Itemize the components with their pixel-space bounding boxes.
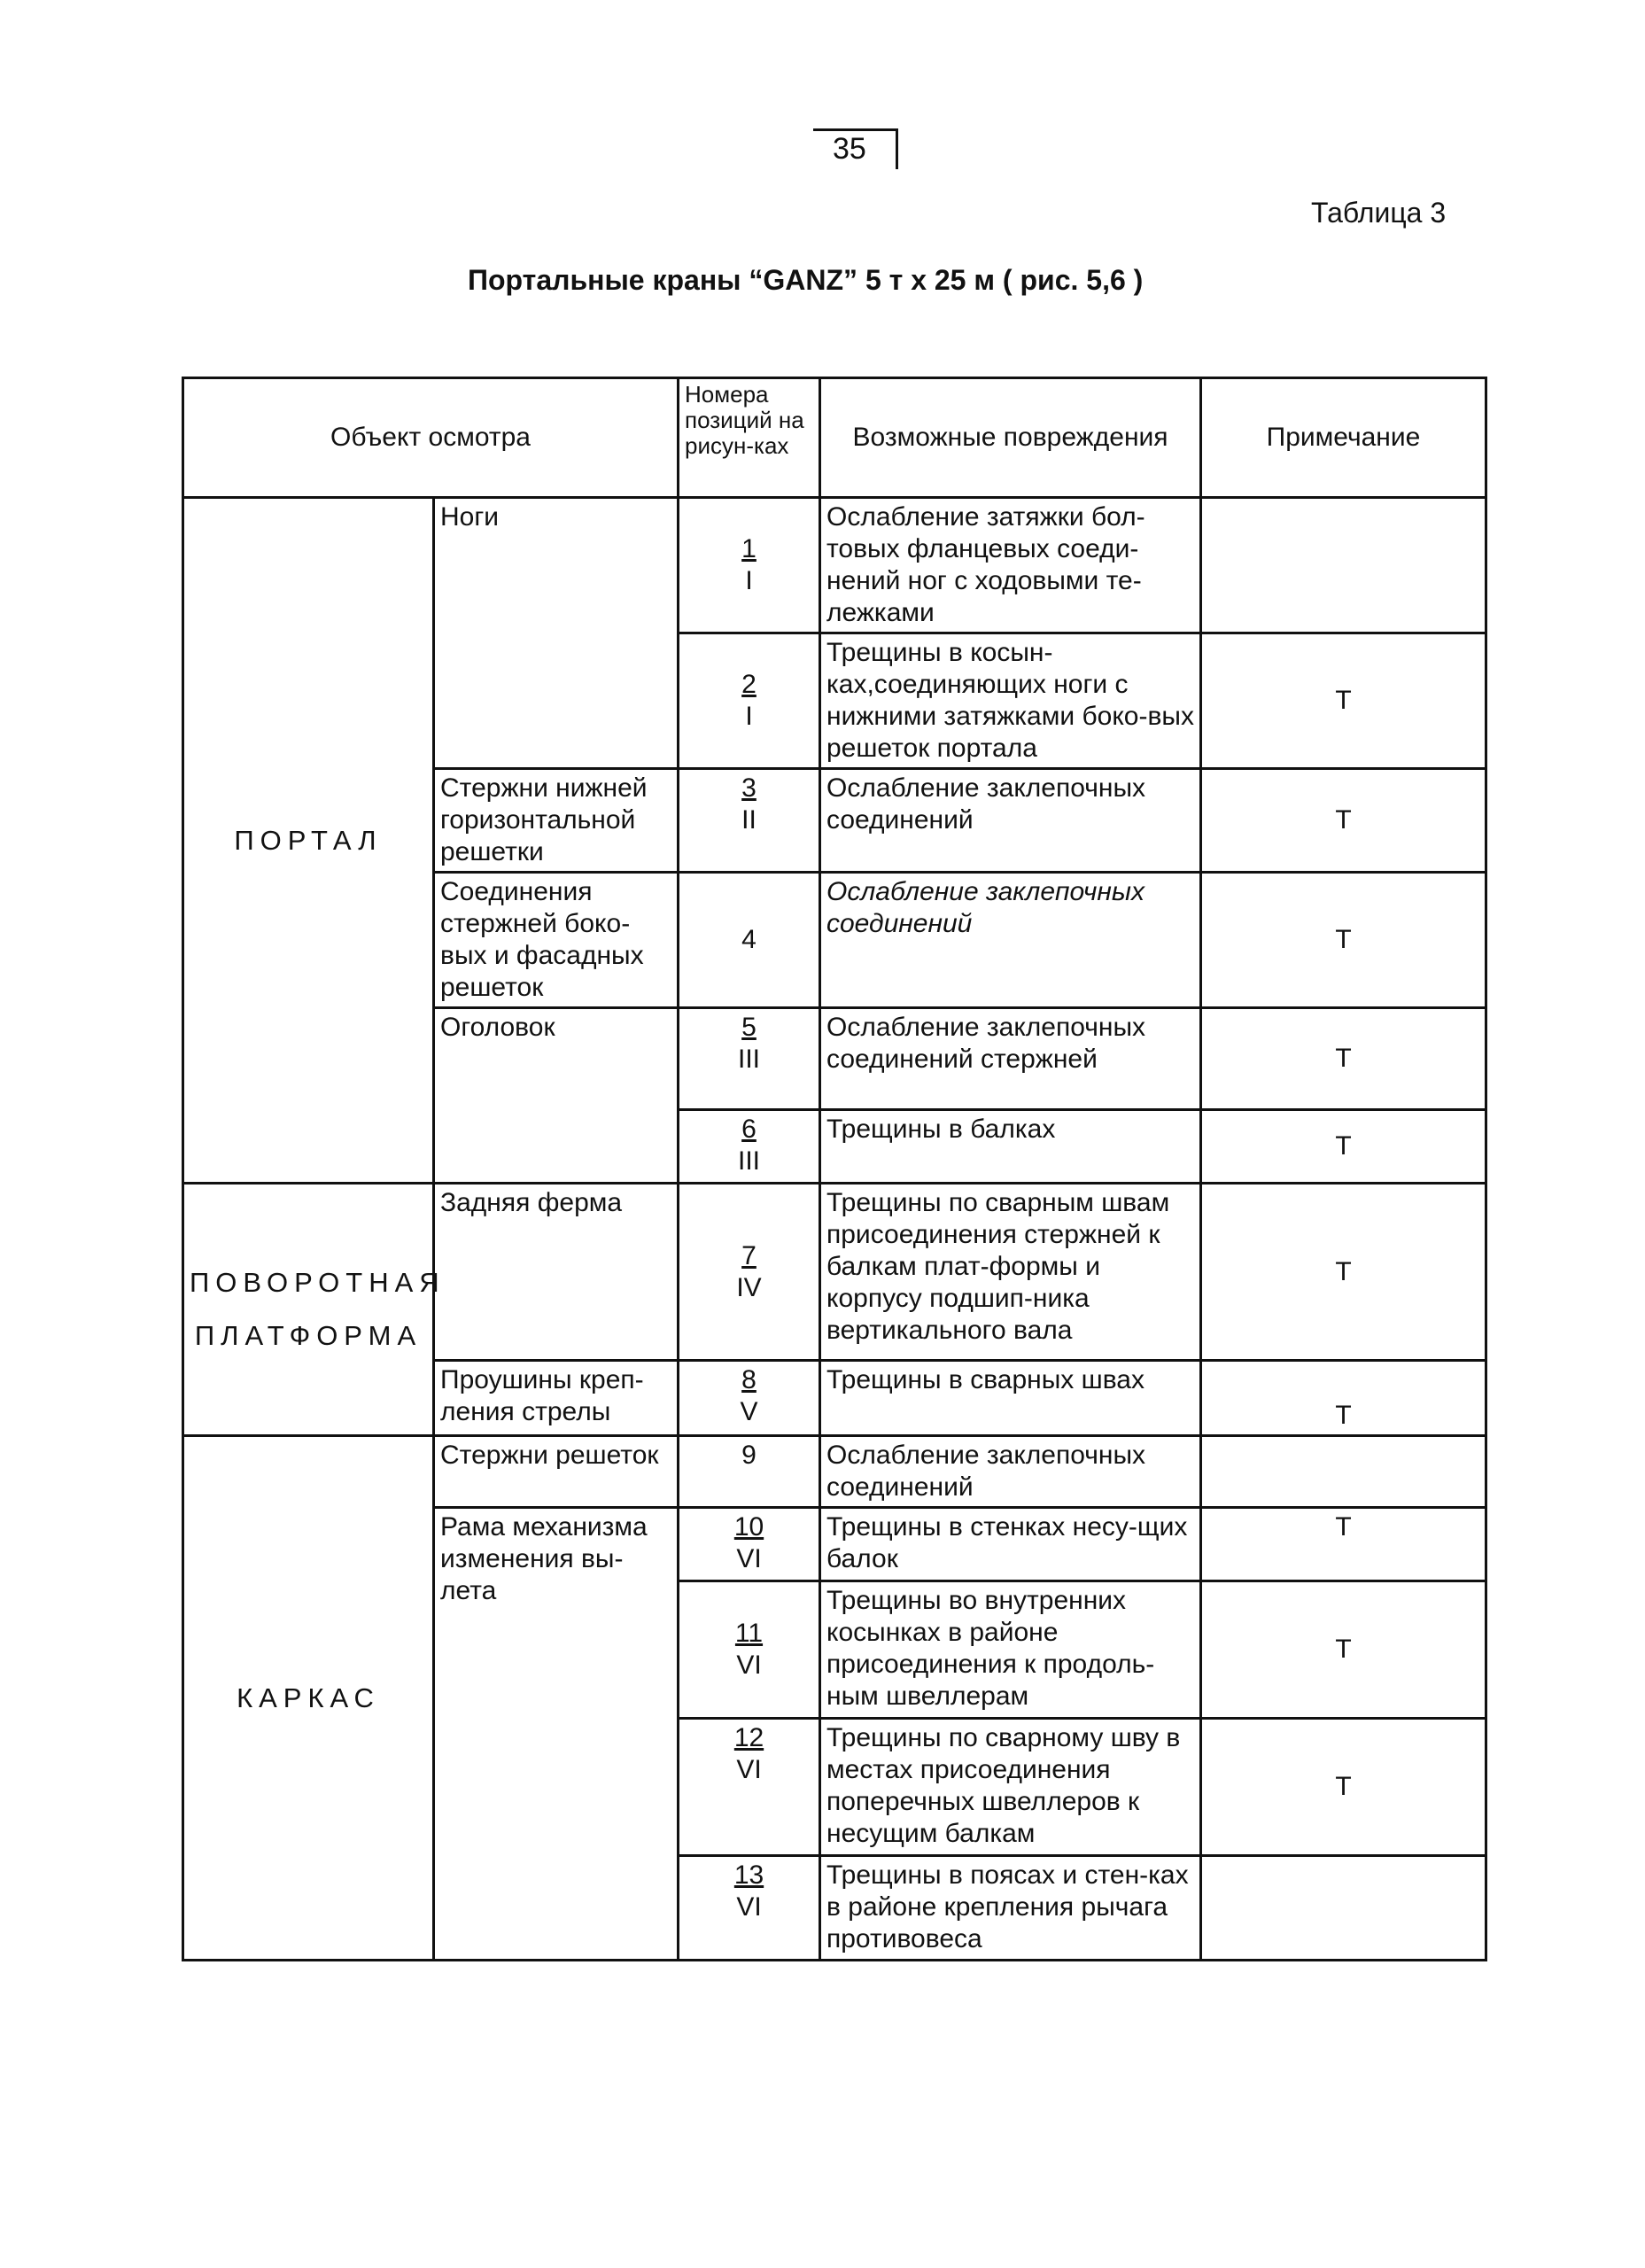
note-cell: Т (1201, 633, 1486, 769)
position-number: 11 (734, 1619, 764, 1648)
position-number: 5 (741, 1013, 757, 1042)
damage-cell: Трещины в сварных швах (820, 1361, 1201, 1436)
position-number: 12 (733, 1723, 764, 1752)
position-cell (679, 1856, 820, 1961)
object-lattice-bars: Стержни решеток (434, 1436, 679, 1508)
group-portal: ПОРТАЛ (183, 498, 434, 1184)
position-cell (679, 1008, 820, 1110)
position-cell (679, 1719, 820, 1856)
group-frame: КАРКАС (183, 1436, 434, 1961)
position-number: 8 (741, 1365, 757, 1394)
object-legs: Ноги (434, 498, 679, 769)
position-number: 9 (741, 1441, 757, 1470)
damage-cell: Ослабление заклепочных соединений (820, 769, 1201, 873)
note-cell: Т (1201, 1110, 1486, 1184)
object-reach-frame: Рама механизма изменения вы-лета (434, 1508, 679, 1961)
position-number: 10 (733, 1512, 764, 1542)
position-cell (679, 1184, 820, 1361)
object-boom-lugs: Проушины креп-ления стрелы (434, 1361, 679, 1436)
damage-cell: Трещины во внутренних косынках в районе присоединения к продоль-ным швеллерам (820, 1581, 1201, 1719)
note-cell: Т (1201, 1508, 1486, 1581)
note-cell (1201, 1856, 1486, 1961)
page-number-text: 35 (833, 132, 866, 166)
position-cell (679, 1581, 820, 1719)
figure-number: III (737, 1045, 760, 1074)
page-number (813, 128, 898, 173)
note-cell: Т (1201, 1184, 1486, 1361)
position-cell (679, 633, 820, 769)
damage-cell: Трещины по сварным швам присоединения стержней к балкам плат-формы и корпусу подшип-ника вертикального вала (820, 1184, 1201, 1361)
damage-cell: Трещины в стенках несу-щих балок (820, 1508, 1201, 1581)
damage-cell: Трещины в балках (820, 1110, 1201, 1184)
note-cell: Т (1201, 873, 1486, 1008)
object-bottom-lattice: Стержни нижней горизонтальной решетки (434, 769, 679, 873)
page-number-bracket-top (813, 128, 898, 131)
header-object: Объект осмотра (183, 378, 679, 498)
figure-number: VI (736, 1544, 762, 1573)
damage-cell: Трещины в косын-ках,соединяющих ноги с нижними затяжками боко-вых решеток портала (820, 633, 1201, 769)
position-cell (679, 769, 820, 873)
inspection-table (182, 377, 1487, 1961)
note-cell: Т (1201, 1581, 1486, 1719)
table-row (183, 498, 1486, 633)
table-row (183, 1436, 1486, 1508)
damage-cell (820, 873, 1201, 1008)
figure-number: I (745, 702, 753, 731)
damage-cell: Трещины в поясах и стен-ках в районе крепления рычага противовеса (820, 1856, 1201, 1961)
position-cell (679, 873, 820, 1008)
note-cell: Т (1201, 769, 1486, 873)
object-head: Оголовок (434, 1008, 679, 1184)
position-cell (679, 1436, 820, 1508)
note-cell (1201, 1436, 1486, 1508)
position-number: 13 (733, 1860, 764, 1890)
position-number: 2 (741, 670, 757, 699)
figure-number: IV (736, 1272, 762, 1302)
damage-cell: Ослабление затяжки бол-товых фланцевых соеди-нений ног с ходовыми те-лежками (820, 498, 1201, 633)
damage-cell: Ослабление заклепочных соединений (820, 1436, 1201, 1508)
page-number-bracket-right (896, 128, 898, 169)
group-platform: ПОВОРОТНАЯ ПЛАТФОРМА (183, 1184, 434, 1436)
note-cell: Т (1201, 1008, 1486, 1110)
table-label: Таблица 3 (1311, 197, 1447, 229)
object-rear-truss: Задняя ферма (434, 1184, 679, 1361)
header-positions: Номера позиций на рисун-ках (679, 378, 820, 498)
position-number: 4 (741, 925, 757, 954)
figure-number: VI (736, 1755, 762, 1784)
position-number: 3 (741, 773, 757, 803)
position-cell (679, 1110, 820, 1184)
table-header-row (183, 378, 1486, 498)
figure-number: II (741, 805, 757, 835)
position-number: 1 (741, 534, 757, 563)
note-cell: Т (1201, 1719, 1486, 1856)
note-cell (1201, 498, 1486, 633)
position-cell (679, 1508, 820, 1581)
figure-number: I (745, 566, 753, 595)
position-number: 7 (741, 1240, 757, 1270)
note-cell: Т (1201, 1361, 1486, 1436)
position-cell (679, 498, 820, 633)
figure-number: VI (736, 1651, 762, 1680)
damage-text: Ослабление заклепочных соединений (826, 877, 1145, 938)
figure-number: V (740, 1397, 758, 1426)
figure-number: III (737, 1146, 760, 1176)
damage-cell: Трещины по сварному шву в местах присоединения поперечных швеллеров к несущим балкам (820, 1719, 1201, 1856)
position-number: 6 (741, 1115, 757, 1144)
header-note: Примечание (1201, 378, 1486, 498)
position-cell (679, 1361, 820, 1436)
object-side-joints: Соединения стержней боко-вых и фасадных решеток (434, 873, 679, 1008)
damage-cell: Ослабление заклепочных соединений стержней (820, 1008, 1201, 1110)
figure-number: VI (736, 1892, 762, 1922)
document-title: Портальные краны “GANZ” 5 т х 25 м ( рис. 5,6 ) (468, 264, 1144, 296)
header-damages: Возможные повреждения (820, 378, 1201, 498)
table-row (183, 1184, 1486, 1361)
